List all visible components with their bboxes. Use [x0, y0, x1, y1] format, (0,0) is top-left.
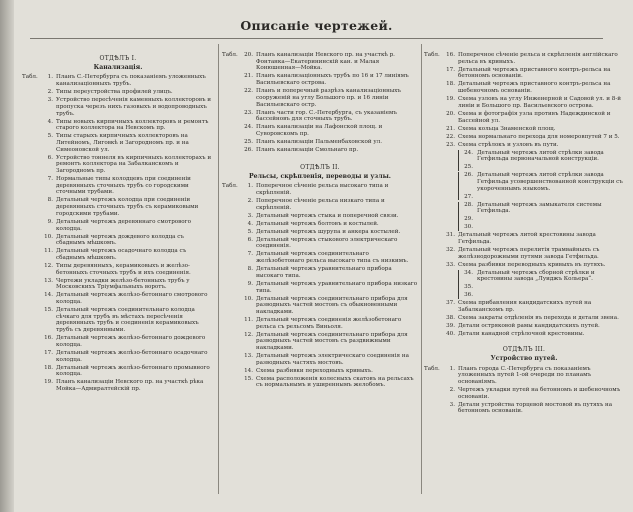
list-item: [22, 365, 214, 378]
entry-text: Устройство тоннеля въ кирпичныхъ коллекторахъ и ремонтъ коллектора на Забалканскомъ и Загородномъ пр.: [56, 154, 212, 175]
list-item: [222, 353, 418, 366]
list-item: [424, 81, 624, 94]
entry-text: Детальный чертежъ уравнительнаго прибора низкаго типа.: [256, 280, 418, 294]
list-item: [424, 300, 624, 313]
list-item: [22, 97, 214, 117]
entry-number: 31.: [446, 232, 455, 239]
entry-text: Схема узловъ на углу Инженерной и Садовой ул. и 8-й линіи и Большого пр. Васильевского острова.: [458, 96, 621, 109]
entry-text: Схема стрѣлокъ и узловъ въ пути.: [458, 141, 559, 148]
entry-text: Планъ части гор. С.-Петербурга, съ указаніемъ бассейновъ для сточныхъ трубъ.: [256, 109, 397, 123]
list-item: [22, 278, 214, 291]
entry-number: 24.: [244, 124, 253, 131]
entry-text: [477, 284, 624, 291]
list-item: [22, 89, 214, 96]
entry-text: Детальный чертежъ колодца при соединеніи деревянныхъ сточныхъ трубъ съ керамиковыми городскими трубами.: [56, 197, 199, 217]
entry-number: 18.: [446, 81, 455, 88]
list-item: [222, 110, 418, 123]
entry-text: Планъ канализаціонныхъ трубъ по 16 и 17 линіямъ Васильевскаго острова.: [256, 73, 409, 87]
list-item: [222, 296, 418, 316]
list-item: [424, 52, 624, 65]
entry-text: Типы деревянныхъ, керамиковыхъ и желѣзо-бетонныхъ сточныхъ трубъ и ихъ соединенія.: [56, 262, 191, 276]
list-item: [22, 248, 214, 261]
entry-text: Детальный чертежъ замыкателя системы Гетфильда.: [477, 201, 602, 215]
list-item: [463, 292, 624, 299]
entry-number: 33.: [446, 261, 455, 268]
tabl-label: Табл.: [222, 183, 238, 190]
entry-number: 1.: [449, 365, 455, 372]
entry-number: 11.: [44, 248, 53, 255]
brace-group: [458, 172, 624, 200]
entry-text: Детальный чертежъ стыкового электрическаго соединенія.: [256, 236, 398, 250]
entry-text: Детальный чертежъ дождевого колодца съ сбаднымъ мѣшкомъ.: [56, 233, 184, 247]
entry-number: 22.: [244, 88, 253, 95]
entry-text: [477, 164, 624, 171]
entry-number: 2.: [247, 198, 253, 205]
entry-number: 8.: [47, 197, 53, 204]
brace-group: [458, 202, 624, 231]
entry-text: Детальный чертежъ желѣзо-бетоннаго смотрового колодца.: [56, 292, 208, 306]
entry-text: Типы старыхъ кирпичныхъ коллекторовъ на Литейномъ, Лиговкѣ и Загородномъ пр. и на Симеоновской ул.: [56, 133, 189, 153]
list-item: [424, 96, 624, 109]
entry-text: Детальный чертежъ желѣзо-бетоннаго промывного колодца.: [56, 364, 210, 378]
entry-text: Детальный чертежъ перелитія трамвайныхъ съ желѣзнодорожными путями завода Гетфильда.: [458, 247, 600, 260]
entry-text: Схема закраты отдѣленія въ перехода и детали звена.: [458, 315, 619, 322]
section-2-subtitle: Рельсы, скрѣпленія, переводы и узлы.: [249, 172, 391, 180]
brace-group: [458, 150, 624, 171]
entry-number: 34.: [464, 269, 473, 276]
list-item: [222, 124, 418, 137]
list-item: [424, 232, 624, 245]
entry-text: Схема нормальнаго перехода для номеровпутей 7 и 5.: [458, 133, 620, 140]
entry-number: 16.: [44, 335, 53, 342]
tabl-label: Табл.: [22, 74, 38, 81]
entry-text: Планъ города С.-Петербурга съ показаніемъ уложенныхъ путей 1-ой очереди по планамъ основаніямъ.: [458, 365, 592, 385]
entry-text: [477, 224, 624, 231]
entry-text: Планъ канализаціи Смольнаго пр.: [256, 146, 359, 153]
list-item: [222, 147, 418, 154]
entry-list: [222, 183, 418, 389]
list-item: [463, 164, 624, 171]
entry-number: 17.: [446, 66, 455, 73]
entry-number: 1.: [47, 74, 53, 81]
entry-number: 8.: [247, 266, 253, 273]
entry-number: 38.: [446, 315, 455, 322]
entry-text: Схема расположенія колесныхъ скатовъ на рельсахъ съ нормальнымъ и уширеннымъ желобомъ.: [256, 375, 414, 389]
entry-text: Детальный чертежъ стыка и поперечной связи.: [256, 212, 399, 219]
entry-number: 23.: [446, 141, 455, 148]
entry-text: Типы новыхъ кирпичныхъ коллекторовъ и ремонтъ старого коллектора на Невскомъ пр.: [56, 118, 209, 132]
entry-list: [424, 300, 624, 337]
entry-number: 29.: [464, 216, 473, 223]
list-item: [222, 251, 418, 264]
entry-text: [477, 194, 624, 201]
column-1: [22, 52, 214, 394]
entry-number: 25.: [244, 138, 253, 145]
entry-text: Схема и фотографія узла противъ Надеждинской и Бассейной ул.: [458, 110, 611, 124]
entry-number: 2.: [449, 386, 455, 393]
list-item: [424, 315, 624, 322]
list-item: [424, 387, 624, 400]
entry-number: 3.: [47, 97, 53, 104]
entry-text: Детальный чертежъ желѣзо-бетоннаго осадочнаго колодца.: [56, 349, 208, 363]
entry-text: [477, 292, 624, 299]
list-item: [222, 376, 418, 389]
entry-number: 22.: [446, 133, 455, 140]
entry-number: 5.: [247, 228, 253, 235]
entry-text: Планъ канализаціи Невского пр. на участкѣ р. Фонтанка—Екатерининскій кан. и Малая Конюшенная—Мойка.: [256, 52, 395, 72]
entry-text: Схема разбивки переходныхъ кривыхъ.: [256, 367, 373, 374]
entry-text: Детальный чертежъ соединительнаго прибора для разводныхъ частей мостовъ съ обыкновенными накладками.: [256, 295, 408, 315]
entry-text: Детали канадной стрѣлочной крестовины.: [458, 331, 585, 338]
list-item: [222, 73, 418, 86]
list-item: [22, 197, 214, 217]
entry-text: Детальный чертежъ уравнительнаго прибора высокаго типа.: [256, 266, 392, 279]
list-item: [222, 221, 418, 228]
entry-text: Детальный чертежъ приставного контръ-рельса на шебеночномъ основаніи.: [458, 81, 611, 95]
entry-number: 37.: [446, 300, 455, 307]
list-item: [463, 202, 624, 215]
list-item: [22, 74, 214, 87]
list-item: [424, 331, 624, 338]
list-item: [424, 142, 624, 149]
entry-text: Детальный чертежъ литой стрѣлки завода Гетфильда усовершенствованной конструкціи съ укороченнымъ языкомъ.: [477, 172, 623, 192]
entry-text: Детали устройства торцевой мостовой въ путяхъ на бетонномъ основаніи.: [458, 401, 613, 415]
list-item: [424, 262, 624, 269]
entry-text: Чертежъ укладки путей на бетонномъ и шебеночномъ основаніи.: [458, 386, 621, 400]
entry-text: Детальный чертежъ осадочнаго колодца съ сбаднымъ мѣшкомъ.: [56, 248, 187, 261]
entry-list: [22, 74, 214, 392]
list-item: [222, 213, 418, 220]
list-item: [424, 366, 624, 386]
entry-text: Поперечное сѣченіе рельса низкаго типа и скрѣпленій.: [256, 198, 385, 211]
entry-number: 5.: [47, 133, 53, 140]
list-item: [222, 198, 418, 211]
list-item: [22, 219, 214, 232]
entry-number: 20.: [446, 110, 455, 117]
list-item: [22, 307, 214, 334]
entry-text: [477, 216, 624, 223]
column-divider-1: [218, 44, 219, 494]
entry-number: 25.: [464, 164, 473, 171]
entry-number: 12.: [44, 262, 53, 269]
list-item: [222, 183, 418, 196]
entry-number: 19.: [44, 379, 53, 386]
entry-text: Планъ канализаціи на Лафонской площ. и Суворовскомъ пр.: [256, 124, 383, 137]
entry-number: 9.: [47, 218, 53, 225]
list-item: [222, 139, 418, 146]
entry-number: 26.: [244, 146, 253, 153]
entry-number: 24.: [464, 149, 473, 156]
book-binding-shadow: [0, 0, 14, 512]
entry-text: Устройство пересѣченія каменныхъ коллекторовъ и пропуска черезъ нихъ газовыхъ и водопроводныхъ трубъ.: [56, 97, 212, 117]
entry-text: Детальный чертежъ сборной стрѣлки и крестовины завода „Луиджъ Кольера“.: [477, 269, 595, 283]
brace-group: [458, 270, 624, 299]
entry-number: 15.: [244, 375, 253, 382]
entry-number: 7.: [247, 251, 253, 258]
title-rule: [30, 38, 603, 39]
entry-number: 19.: [446, 96, 455, 103]
entry-number: 20.: [244, 52, 253, 58]
entry-text: Детальный чертежъ литой крестовины завода Гетфильда.: [458, 232, 596, 246]
list-item: [463, 224, 624, 231]
entry-number: 12.: [244, 331, 253, 338]
column-divider-2: [421, 44, 422, 494]
entry-number: 23.: [244, 109, 253, 116]
list-item: [22, 335, 214, 348]
entry-text: Детальный чертежъ электрическаго соединенія на разводныхъ частяхъ мостовъ.: [256, 353, 409, 366]
entry-list: [222, 52, 418, 154]
list-item: [463, 216, 624, 223]
entry-number: 4.: [247, 220, 253, 227]
list-item: [222, 229, 418, 236]
entry-text: Нормальные типы колодцевъ при соединеніи деревянныхъ сточныхъ трубъ со городскими сточными трубами.: [56, 176, 191, 196]
entry-text: Поперечное сѣченіе рельса высокаго типа и скрѣпленій.: [256, 183, 389, 197]
entry-number: 30.: [464, 224, 473, 231]
entry-number: 1.: [247, 183, 253, 190]
section-3-subtitle: Устройство путей.: [490, 354, 558, 362]
entry-number: 14.: [44, 292, 53, 299]
entry-number: 27.: [464, 193, 473, 200]
entry-text: Планъ канализаціи Пальменбаховской ул.: [256, 138, 382, 145]
entry-text: Детальный чертежъ литой стрѣлки завода Гетфильда первоначальной конструкціи.: [477, 149, 604, 163]
entry-text: Типы переустройства профилей улицъ.: [56, 89, 173, 96]
list-item: [222, 332, 418, 352]
list-item: [22, 379, 214, 392]
list-item: [222, 266, 418, 279]
entry-number: 6.: [47, 154, 53, 161]
list-item: [424, 247, 624, 260]
list-item: [22, 133, 214, 153]
entry-text: Детальный чертежъ соединенія желѣзобетонаго рельса съ рельсомъ Виньоля.: [256, 316, 402, 330]
entry-number: 39.: [446, 323, 455, 330]
entry-number: 13.: [44, 277, 53, 284]
section-1-subtitle: Канализація.: [93, 63, 143, 71]
entry-number: 3.: [247, 212, 253, 219]
list-item: [222, 88, 418, 108]
entry-number: 15.: [44, 307, 53, 314]
entry-text: Детали остряковой рамы кандидатскихъ путей.: [458, 323, 600, 330]
tabl-label: Табл.: [424, 52, 440, 58]
entry-number: 26.: [464, 172, 473, 179]
tabl-label: Табл.: [222, 52, 238, 58]
entry-number: 4.: [47, 118, 53, 125]
entry-text: Планъ С.-Петербурга съ показаніемъ уложенныхъ канализаціонныхъ трубъ.: [56, 74, 206, 88]
list-item: [463, 284, 624, 291]
list-item: [22, 155, 214, 175]
list-item: [22, 119, 214, 132]
list-item: [222, 317, 418, 330]
list-item: [424, 126, 624, 133]
list-item: [463, 194, 624, 201]
page-title: Описаніе чертежей.: [240, 18, 393, 33]
entry-text: Чертежи укладки желѣзо-бетонныхъ трубъ у Московскихъ Тріумфальныхъ воротъ.: [56, 277, 190, 291]
entry-number: 35.: [464, 284, 473, 291]
entry-number: 9.: [247, 280, 253, 287]
list-item: [22, 292, 214, 305]
entry-text: Планъ канализаціи Невского пр. на участкѣ рѣка Мойка—Адмиралтейскій пр.: [56, 379, 204, 392]
section-3-heading: ОТДѢЛЪ III.: [502, 346, 546, 354]
list-item: [222, 237, 418, 250]
entry-number: 40.: [446, 331, 455, 338]
entry-text: Детальный чертежъ соединительнаго колодца сѣчкаго для трубъ въ мѣстахъ пересѣченія деревянныхъ трубъ и соединенія керамиковыхъ трубъ съ деревянными.: [56, 307, 199, 334]
list-item: [424, 111, 624, 124]
entry-number: 6.: [247, 236, 253, 243]
tabl-label: Табл.: [424, 365, 440, 372]
entry-number: 16.: [446, 52, 455, 58]
entry-text: Планъ и поперечный разрѣзъ канализаціонныхъ сооруженій на углу Большого пр. и 16 линіи Васильевскаго остр.: [256, 88, 401, 108]
entry-list: [424, 52, 624, 148]
entry-text: Детальный чертежъ деревяннаго смотрового колодца.: [56, 218, 191, 232]
entry-text: Детальный чертежъ шурупа и анкера костылей.: [256, 228, 401, 235]
entry-text: Детальный чертежъ желѣзо-бетоннаго дождевого колодца.: [56, 335, 206, 348]
entry-number: 21.: [244, 73, 253, 80]
entry-text: Детальный чертежъ приставного контръ-рельса на бетонномъ основаніи.: [458, 66, 611, 80]
list-item: [424, 67, 624, 80]
entry-list: [424, 232, 624, 268]
column-2: [222, 52, 418, 390]
entry-number: 14.: [244, 367, 253, 374]
entry-number: 18.: [44, 364, 53, 371]
list-item: [222, 368, 418, 375]
list-item: [22, 176, 214, 196]
entry-text: Схема кольца Знаменской площ.: [458, 125, 556, 132]
entry-number: 10.: [44, 233, 53, 240]
list-item: [22, 234, 214, 247]
list-item: [424, 134, 624, 141]
entry-number: 36.: [464, 292, 473, 299]
entry-number: 17.: [44, 349, 53, 356]
list-item: [222, 52, 418, 72]
entry-text: Схема разбивки переводныхъ кривыхъ въ путяхъ.: [458, 261, 606, 268]
entry-number: 11.: [244, 316, 253, 323]
entry-number: 7.: [47, 176, 53, 183]
list-item: [463, 270, 624, 283]
entry-number: 28.: [464, 201, 473, 208]
entry-number: 2.: [47, 89, 53, 96]
entry-number: 21.: [446, 125, 455, 132]
list-item: [424, 402, 624, 415]
column-3: [424, 52, 624, 416]
entry-text: Поперечное сѣченіе рельса и скрѣпленія англійскаго рельса въ кривыхъ.: [458, 52, 618, 65]
section-1-heading: ОТДѢЛЪ I.: [99, 55, 137, 62]
list-item: [424, 323, 624, 330]
entry-text: Детальный чертежъ болтовъ и костылей.: [256, 220, 379, 227]
entry-text: Схема прибавления кандидатскихъ путей на Забалканскомъ пр.: [458, 300, 592, 314]
list-item: [22, 350, 214, 363]
list-item: [222, 281, 418, 294]
entry-list: [424, 366, 624, 416]
list-item: [22, 263, 214, 276]
list-item: [463, 150, 624, 163]
list-item: [463, 172, 624, 192]
entry-number: 10.: [244, 295, 253, 302]
section-2-heading: ОТДѢЛЪ II.: [300, 163, 340, 171]
entry-number: 13.: [244, 353, 253, 360]
entry-text: Детальный чертежъ соединительнаго желѣзобетонаго рельса высокаго типа съ низкимъ.: [256, 251, 409, 265]
entry-text: Детальный чертежъ соединительнаго прибора для разводныхъ частей мостовъ съ раздвижными накладками.: [256, 331, 408, 352]
entry-number: 32.: [446, 247, 455, 254]
entry-number: 3.: [449, 401, 455, 408]
